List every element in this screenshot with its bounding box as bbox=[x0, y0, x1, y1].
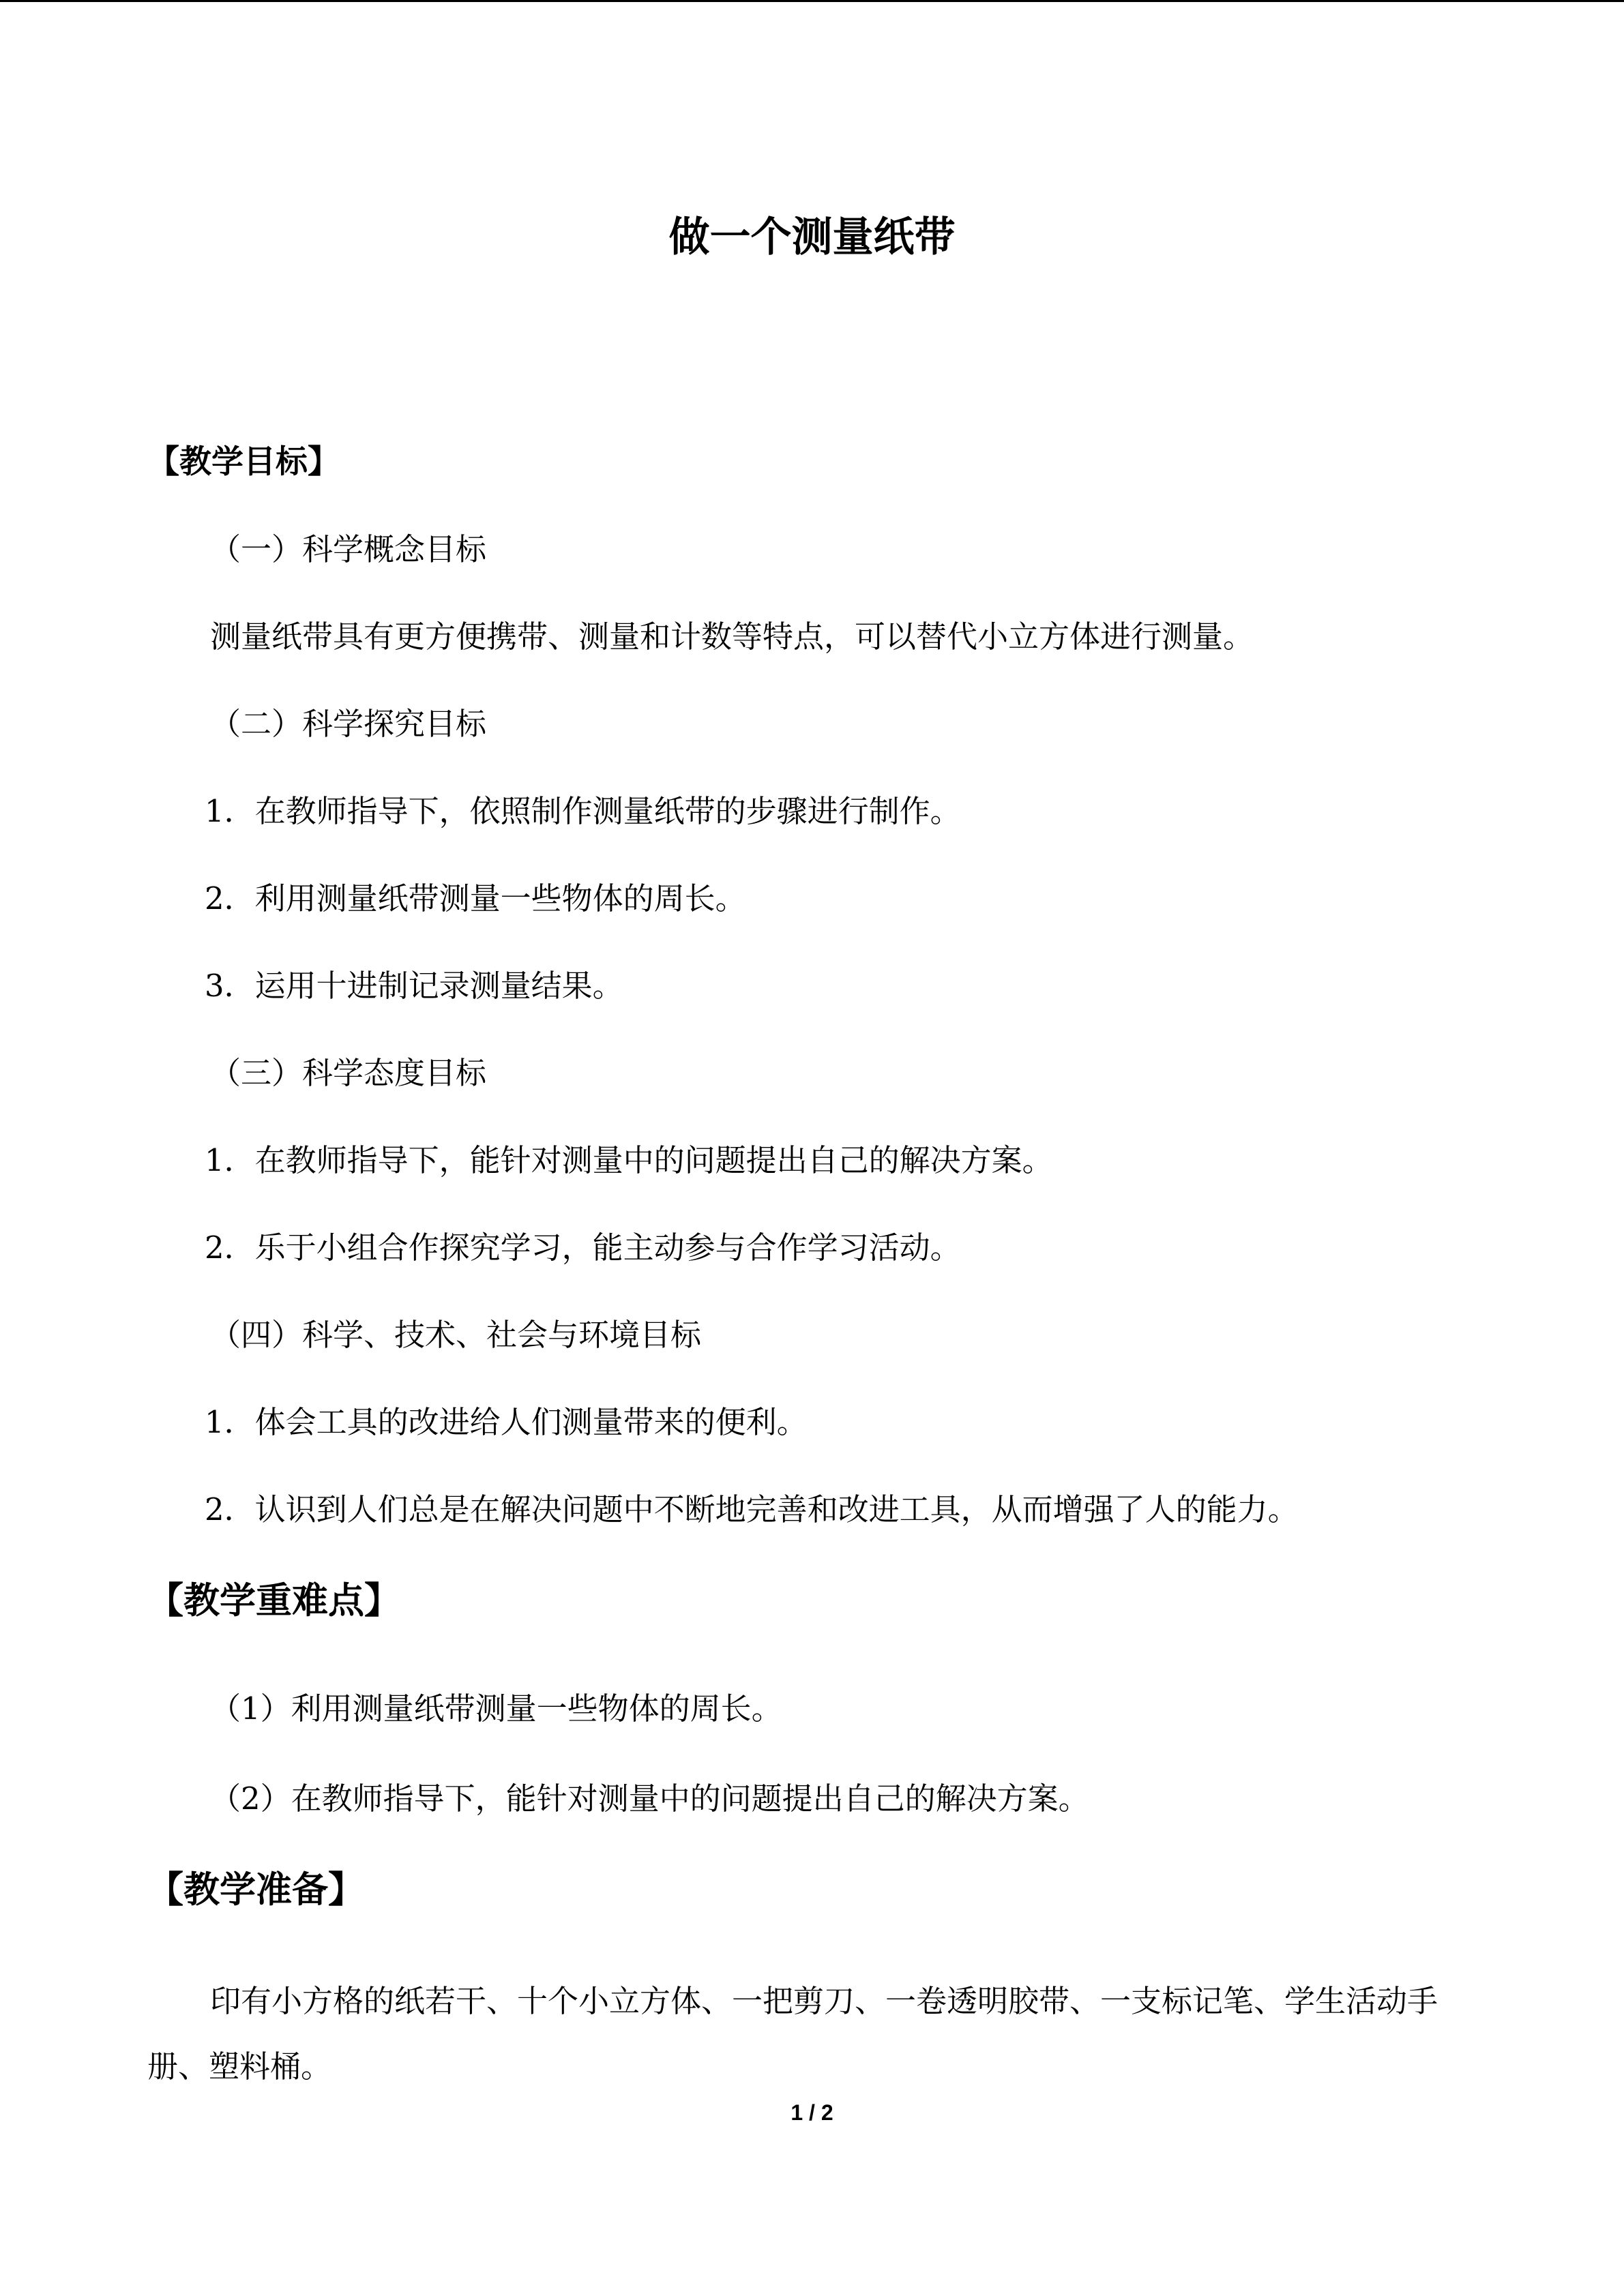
concept-text: 测量纸带具有更方便携带、测量和计数等特点，可以替代小立方体进行测量。 bbox=[210, 618, 1254, 655]
preparation-text: 印有小方格的纸若干、十个小立方体、一把剪刀、一卷透明胶带、一支标记笔、学生活动手册、塑料桶。 bbox=[147, 1983, 1438, 2085]
section-heading-objectives: 【教学目标】 bbox=[147, 443, 340, 481]
section-heading-preparation: 【教学准备】 bbox=[147, 1869, 364, 1911]
subheading-inquiry: （二）科学探究目标 bbox=[210, 706, 487, 742]
stse-item: 1．体会工具的改进给人们测量带来的便利。 bbox=[205, 1404, 808, 1440]
attitude-item: 1．在教师指导下，能针对测量中的问题提出自己的解决方案。 bbox=[205, 1142, 1053, 1178]
section-heading-key-points: 【教学重难点】 bbox=[147, 1580, 400, 1622]
page-number: 1 / 2 bbox=[791, 2100, 833, 2125]
key-point-item: （1）利用测量纸带测量一些物体的周长。 bbox=[210, 1690, 782, 1727]
inquiry-item: 3．运用十进制记录测量结果。 bbox=[205, 968, 623, 1004]
subheading-concept: （一）科学概念目标 bbox=[210, 531, 487, 567]
stse-item: 2．认识到人们总是在解决问题中不断地完善和改进工具，从而增强了人的能力。 bbox=[205, 1491, 1299, 1527]
key-point-item: （2）在教师指导下，能针对测量中的问题提出自己的解决方案。 bbox=[210, 1780, 1089, 1817]
subheading-attitude: （三）科学态度目标 bbox=[210, 1055, 487, 1091]
inquiry-item: 1．在教师指导下，依照制作测量纸带的步骤进行制作。 bbox=[205, 793, 961, 829]
page-top-border bbox=[0, 0, 1624, 2]
inquiry-item: 2．利用测量纸带测量一些物体的周长。 bbox=[205, 880, 746, 916]
page-title: 做一个测量纸带 bbox=[668, 213, 956, 261]
subheading-stse: （四）科学、技术、社会与环境目标 bbox=[210, 1317, 702, 1353]
attitude-item: 2．乐于小组合作探究学习，能主动参与合作学习活动。 bbox=[205, 1229, 961, 1266]
